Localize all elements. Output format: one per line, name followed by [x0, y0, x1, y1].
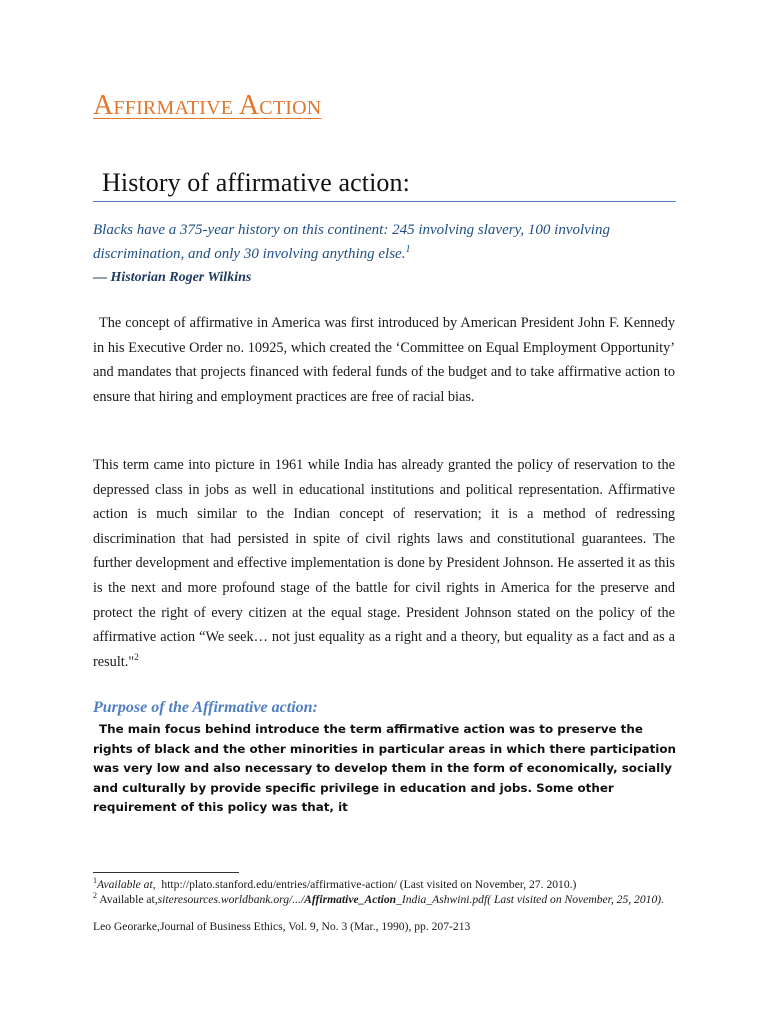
- paragraph-johnson: [93, 453, 675, 674]
- footnote-3: Leo Georarke,Journal of Business Ethics, Vol. 9, No. 3 (Mar., 1990), pp. 207-213: [93, 920, 471, 933]
- footnote-2-link-start: siteresources.worldbank.org/.../: [157, 893, 305, 906]
- paragraph-kennedy: The concept of affirmative in America was first introduced by American President John F. Kennedy in his Executive Order no. 10925, which created the ‘Committee on Equal Employment Opportunity’ and mandates that projects financed with federal funds of the budget and to take affirmative action to ensure that hiring and employment practices are free of racial bias.: [93, 315, 675, 405]
- paragraph-johnson-text: This term came into picture in 1961 while India has already granted the policy of reservation to the depressed class in jobs as well in educational institutions and political representation. Affirmative action is much similar to the Indian concept of reservation; it is a method of redressing discrimination that had persisted in spite of civil rights laws and constitutional guarantees. The further development and effective implementation is done by President Johnson. He asserted it as this is the next and more profound stage of the battle for civil rights in America for the preserve and protect the right of every citizen at the equal stage. President Johnson stated on the policy of the affirmative action “We seek… not just equality as a right and a theory, but equality as a fact and as a result.": [93, 457, 675, 670]
- footnote-separator: [93, 872, 239, 873]
- footnote-2-link[interactable]: [158, 893, 488, 906]
- purpose-paragraph: The main focus behind introduce the term affirmative action was to preserve the rights of black and the other minorities in particular areas in which there participation was very low and also necessary to develop them in the form of economically, socially and culturally by provide specific privilege in education and jobs. Some other requirement of this policy was that, it: [93, 722, 676, 815]
- footnote-2-suffix: ( Last visited on November, 25, 2010).: [487, 893, 665, 906]
- footnote-1-prefix: Available at,: [97, 878, 156, 891]
- purpose-heading: Purpose of the Affirmative action:: [93, 699, 318, 716]
- footnote-1-marker: 1: [93, 876, 97, 886]
- epigraph-quote-text: Blacks have a 375-year history on this continent: 245 involving slavery, 100 involving discrimination, and only 30 involving anything else.: [93, 222, 610, 262]
- epigraph-attribution: — Historian Roger Wilkins: [93, 270, 252, 285]
- footnote-1: [93, 877, 693, 892]
- footnote-ref-1[interactable]: 1: [405, 244, 411, 255]
- section-heading-history: History of affirmative action:: [102, 168, 410, 197]
- footnote-2-prefix: Available at,: [99, 893, 158, 906]
- footnote-1-link[interactable]: http://plato.stanford.edu/entries/affirmative-action/: [161, 878, 397, 891]
- section-heading-rule: [93, 201, 676, 202]
- footnote-1-suffix: (Last visited on November, 27. 2010.): [399, 878, 577, 891]
- footnote-2-marker: 2: [93, 891, 97, 901]
- footnote-2-link-end: _India_Ashwini.pdf: [396, 893, 488, 906]
- footnote-ref-2[interactable]: 2: [134, 651, 139, 662]
- document-title: Affirmative Action: [93, 90, 322, 121]
- footnote-2-link-bold: Affirmative_Action: [304, 893, 397, 906]
- epigraph-quote: [93, 218, 683, 266]
- footnote-2: [93, 892, 693, 907]
